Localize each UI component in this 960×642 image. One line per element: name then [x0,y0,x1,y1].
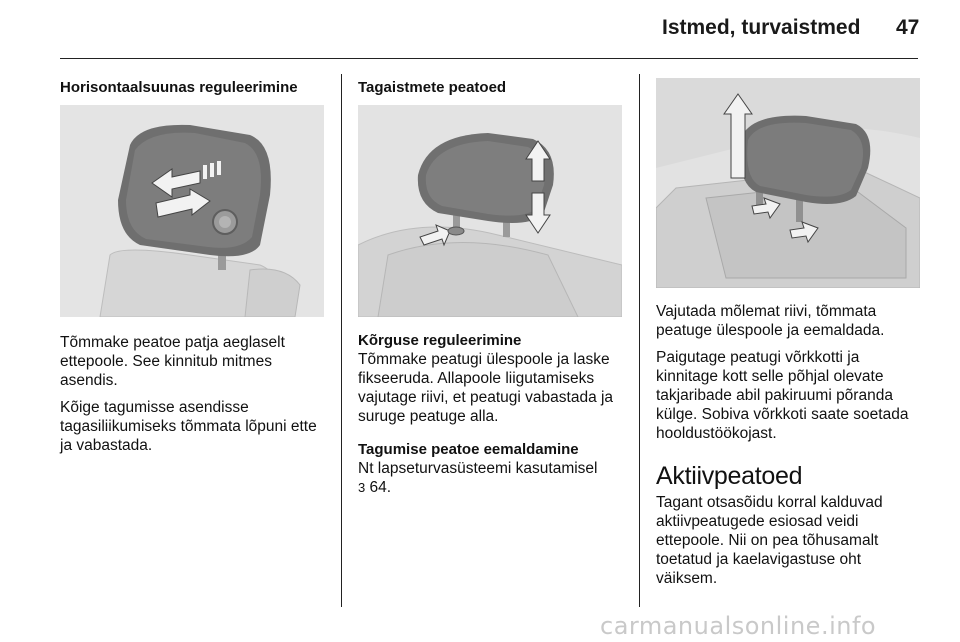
section-heading-horizontal-adjustment: Horisontaalsuunas reguleerimine [60,79,298,96]
paragraph-press-latches: Vajutada mõlemat riivi, tõmmata peatuge ülespoole ja eemaldada. [656,303,885,339]
paragraph-height-adjustment: Tõmmake peatugi ülespoole ja laske fikseeruda. Allapoole liigutamiseks vajutage riivi, et peatugi vabastada ja suruge peatuge alla. [358,351,614,425]
column-2 [358,78,624,497]
header-title: Istmed, turvaistmed [662,16,861,39]
subheading-height-adjustment: Kõrguse reguleerimine [358,332,522,349]
page-reference-icon: 3 [358,480,366,495]
remove-headrest-text: Nt lapseturvasüsteemi kasutamisel [358,460,598,477]
column-divider-right [639,74,640,607]
paragraph-stow-headrest: Paigutage peatugi võrkkotti ja kinnitage kott selle põhjal olevate takjaribade abil pakiruumi põranda külge. Sobiva võrkkoti saate soetada hooldustöökojast. [656,349,909,442]
paragraph-active-headrests: Tagant otsasõidu korral kalduvad aktiivpeatugede esiosad veidi ettepoole. Nii on pea tõhusamalt toetatud ja kaelavigastuse oht väiksem. [656,494,883,587]
watermark: carmanualsonline.info [600,612,877,640]
figure-headrest-horizontal [60,105,324,317]
paragraph-remove-headrest [358,459,624,497]
heading-active-headrests: Aktiivpeatoed [656,462,803,490]
page-number: 47 [896,16,920,39]
section-heading-rear-headrests: Tagaistmete peatoed [358,79,507,96]
figure-headrest-removal [656,78,920,288]
column-1 [60,78,326,463]
column-divider-left [341,74,342,607]
figure-rear-headrest-height [358,105,622,317]
subheading-remove-headrest: Tagumise peatoe eemaldamine [358,441,579,458]
page-reference[interactable]: 64. [369,479,392,496]
paragraph-return-rear: Kõige tagumisse asendisse tagasiliikumiseks tõmmata lõpuni ette ja vabastada. [60,399,317,454]
paragraph-pull-forward: Tõmmake peatoe patja aeglaselt ettepoole. See kinnitub mitmes asendis. [60,334,285,389]
header-rule [60,58,918,59]
column-3 [656,78,922,596]
